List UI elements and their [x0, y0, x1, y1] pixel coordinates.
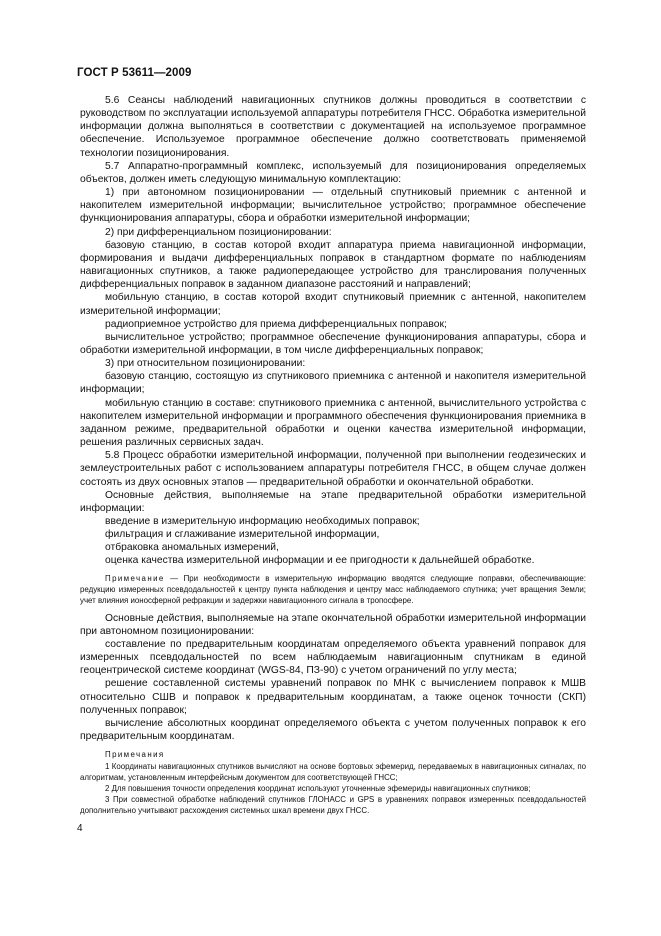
- note-item: 1 Координаты навигационных спутников вычисляют на основе бортовых эфемерид, передаваемых в навигационных сигналах, по алгоритмам, установленным интерфейсным документом для соответствующей ГНСС;: [80, 762, 586, 783]
- note: [80, 573, 586, 606]
- paragraph: базовую станцию, состоящую из спутникового приемника с антенной и накопителя измерительной информации;: [80, 371, 586, 396]
- paragraph: 5.7 Аппаратно-программный комплекс, используемый для позиционирования определяемых объектов, должен иметь следующую минимальную комплектацию:: [80, 160, 586, 185]
- paragraph: решение составленной системы уравнений поправок по МНК с вычислением поправок к МШВ относительно СШВ и поправок к предварительным координатам, а также оценок точности (СКП) полученных поправок;: [80, 678, 586, 716]
- paragraph: радиоприемное устройство для приема дифференциальных поправок;: [105, 318, 447, 330]
- paragraph: введение в измерительную информацию необходимых поправок;: [105, 516, 420, 527]
- paragraph: оценка качества измерительной информации и ее пригодности к дальнейшей обработке.: [105, 555, 535, 567]
- note-label: Примечание: [105, 573, 165, 583]
- note-text: — При необходимости в измерительную информацию вводятся следующие поправки, обеспечивающие: редукцию измеренных псевдодальностей к центру пункта наблюдения и центру масс наблюдаемого спутника; учет вращения Земли; учет влияния ионосферной рефракции и задержки навигационного сигнала в тропосфере.: [80, 573, 586, 605]
- paragraph: мобильную станцию, в состав которой входит спутниковый приемник с антенной, накопителем измерительной информации;: [80, 292, 586, 317]
- paragraph: Основные действия, выполняемые на этапе окончательной обработки измерительной информации при автономном позиционировании:: [80, 612, 586, 637]
- note-item: 3 При совместной обработке наблюдений спутников ГЛОНАСС и GPS в уравнениях поправок измеренных псевдодальностей дополнительно учитывают расхождения системных шкал времени двух ГНСС.: [80, 795, 586, 816]
- paragraph: фильтрация и сглаживание измерительной информации,: [105, 529, 380, 541]
- paragraph: 5.8 Процесс обработки измерительной информации, полученной при выполнении геодезических и землеустроительных работ с использованием аппаратуры потребителя ГНСС, в общем случае должен состоять из двух основных этапов — предварительной обработки и окончательной обработки.: [80, 450, 586, 488]
- paragraph: 3) при относительном позиционировании:: [105, 358, 306, 370]
- paragraph: вычисление абсолютных координат определяемого объекта с учетом полученных поправок к его предварительным координатам.: [80, 717, 586, 743]
- note-item: 2 Для повышения точности определения координат используют уточненные эфемериды навигационных спутников;: [105, 784, 531, 794]
- paragraph: 5.6 Сеансы наблюдений навигационных спутников должны проводиться в соответствии с руководством по эксплуатации используемой аппаратуры потребителя ГНСС. Обработка измерительной информации должна выполняться в соответствии с документацией на используемое программное обеспечение. Используемое программное обеспечение должно соответствовать применяемой технологии позиционирования.: [80, 95, 586, 159]
- paragraph: 2) при дифференциальном позиционировании:: [105, 226, 332, 238]
- paragraph: базовую станцию, в состав которой входит аппаратура приема навигационной информации, формирования и выдачи дифференциальных поправок в стандартном формате по наблюдениям навигационных спутников, а также радиопередающее устройство для транслирования полученных дифференциальных поправок в заданном диапазоне расстояний и направлений;: [80, 239, 586, 291]
- notes-block: [80, 749, 586, 816]
- paragraph: составление по предварительным координатам определяемого объекта уравнений поправок для измеренных псевдодальностей по всем наблюдаемым навигационным спутникам в единой геоцентрической системе координат (WGS-84, ПЗ-90) с учетом ограничений по углу места;: [80, 638, 586, 677]
- paragraph: Основные действия, выполняемые на этапе предварительной обработки измерительной информации:: [80, 489, 586, 514]
- paragraph: мобильную станцию в составе: спутникового приемника с антенной, вычислительного устройства с накопителем измерительной информации и программного обеспечения функционирования приемника в заданном режиме, предварительной обработки и оценки качества измерительной информации, решения различных сервисных задач.: [80, 397, 586, 449]
- notes-label: Примечания: [105, 750, 165, 760]
- paragraph: вычислительное устройство; программное обеспечение функционирования аппаратуры, сбора и обработки измерительной информации, в том числе дифференциальных поправок;: [80, 331, 586, 356]
- page-number: 4: [77, 823, 83, 834]
- document-header: ГОСТ Р 53611—2009: [77, 67, 192, 79]
- paragraph: отбраковка аномальных измерений,: [105, 542, 279, 554]
- document-body: [80, 94, 586, 816]
- paragraph: 1) при автономном позиционировании — отдельный спутниковый приемник с антенной и накопителем измерительной информации; вычислительное устройство; программное обеспечение функционирования аппаратуры, сбора и обработки измерительной информации;: [80, 187, 586, 225]
